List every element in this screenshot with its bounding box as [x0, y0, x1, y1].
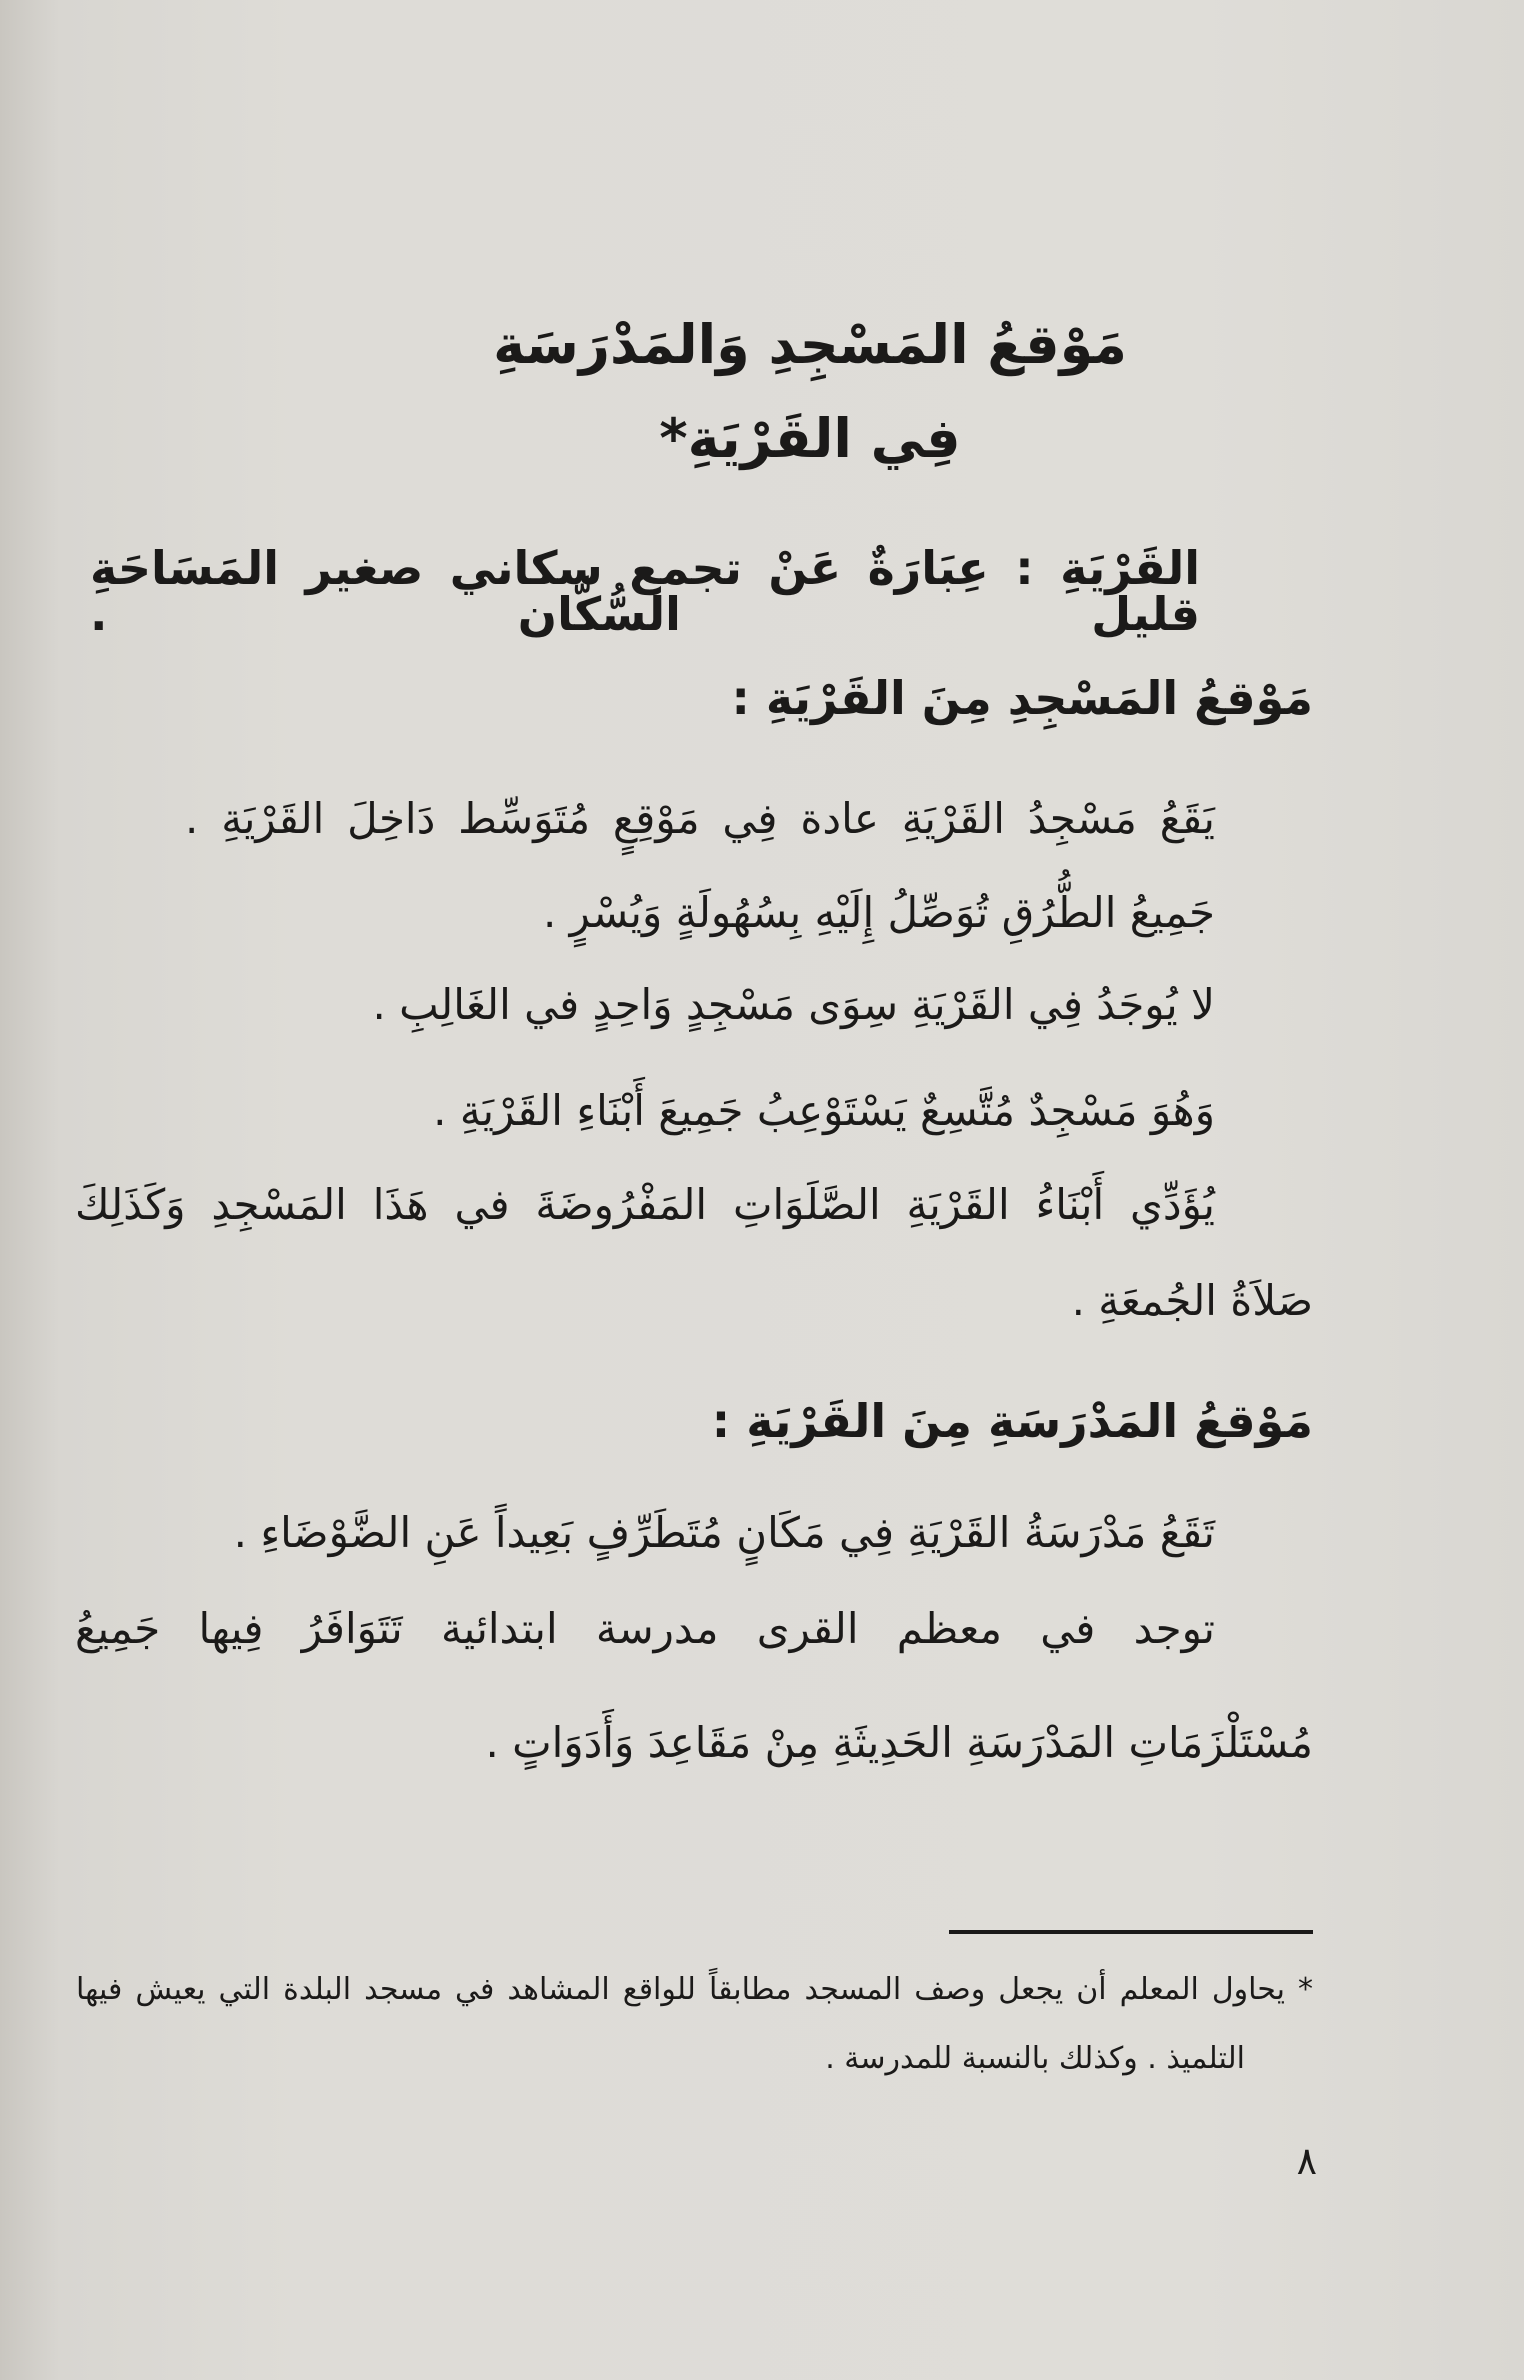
mosque-line: وَهُوَ مَسْجِدٌ مُتَّسِعٌ يَسْتَوْعِبُ جَمِيعَ أَبْنَاءِ القَرْيَةِ .	[433, 1086, 1215, 1135]
mosque-line: يَقَعُ مَسْجِدُ القَرْيَةِ عادة فِي مَوْقِعٍ مُتَوَسِّط دَاخِلَ القَرْيَةِ .	[185, 794, 1215, 843]
school-line: مُسْتَلْزَمَاتِ المَدْرَسَةِ الحَدِيثَةِ مِنْ مَقَاعِدَ وَأَدَوَاتٍ .	[485, 1718, 1313, 1767]
section-heading-school: مَوْقعُ المَدْرَسَةِ مِنَ القَرْيَةِ :	[711, 1394, 1313, 1448]
definition-text: القَرْيَةِ : عِبَارَةٌ عَنْ تجمع سكاني صغير المَسَاحَةِ قليل السُّكَّان .	[90, 541, 1200, 641]
mosque-line: لا يُوجَدُ فِي القَرْيَةِ سِوَى مَسْجِدٍ وَاحِدٍ في الغَالِبِ .	[372, 980, 1215, 1029]
page-number: ٨	[1296, 2139, 1317, 2183]
mosque-line: صَلاَةُ الجُمعَةِ .	[1071, 1276, 1313, 1325]
page-title-line1: مَوْقعُ المَسْجِدِ وَالمَدْرَسَةِ	[493, 313, 1127, 376]
footnote-line2: التلميذ . وكذلك بالنسبة للمدرسة .	[825, 2041, 1245, 2076]
mosque-line: جَمِيعُ الطُّرُقِ تُوَصِّلُ إِلَيْهِ بِسُهُولَةٍ وَيُسْرٍ .	[542, 888, 1215, 937]
school-line: تَقَعُ مَدْرَسَةُ القَرْيَةِ فِي مَكَانٍ مُتَطَرِّفٍ بَعِيداً عَنِ الضَّوْضَاءِ .	[233, 1508, 1215, 1557]
footnote-divider	[949, 1930, 1313, 1934]
page-title-line2: فِي القَرْيَةِ*	[659, 407, 961, 470]
section-heading-mosque: مَوْقعُ المَسْجِدِ مِنَ القَرْيَةِ :	[731, 671, 1313, 725]
mosque-line: يُؤَدِّي أَبْنَاءُ القَرْيَةِ الصَّلَوَاتِ المَفْرُوضَةَ في هَذَا المَسْجِدِ وَكَذَلِكَ	[75, 1180, 1215, 1229]
school-line: توجد في معظم القرى مدرسة ابتدائية تَتَوَافَرُ فِيها جَمِيعُ	[75, 1604, 1215, 1653]
footnote-line1: * يحاول المعلم أن يجعل وصف المسجد مطابقاً للواقع المشاهد في مسجد البلدة التي يعيش فيها	[76, 1972, 1313, 2007]
